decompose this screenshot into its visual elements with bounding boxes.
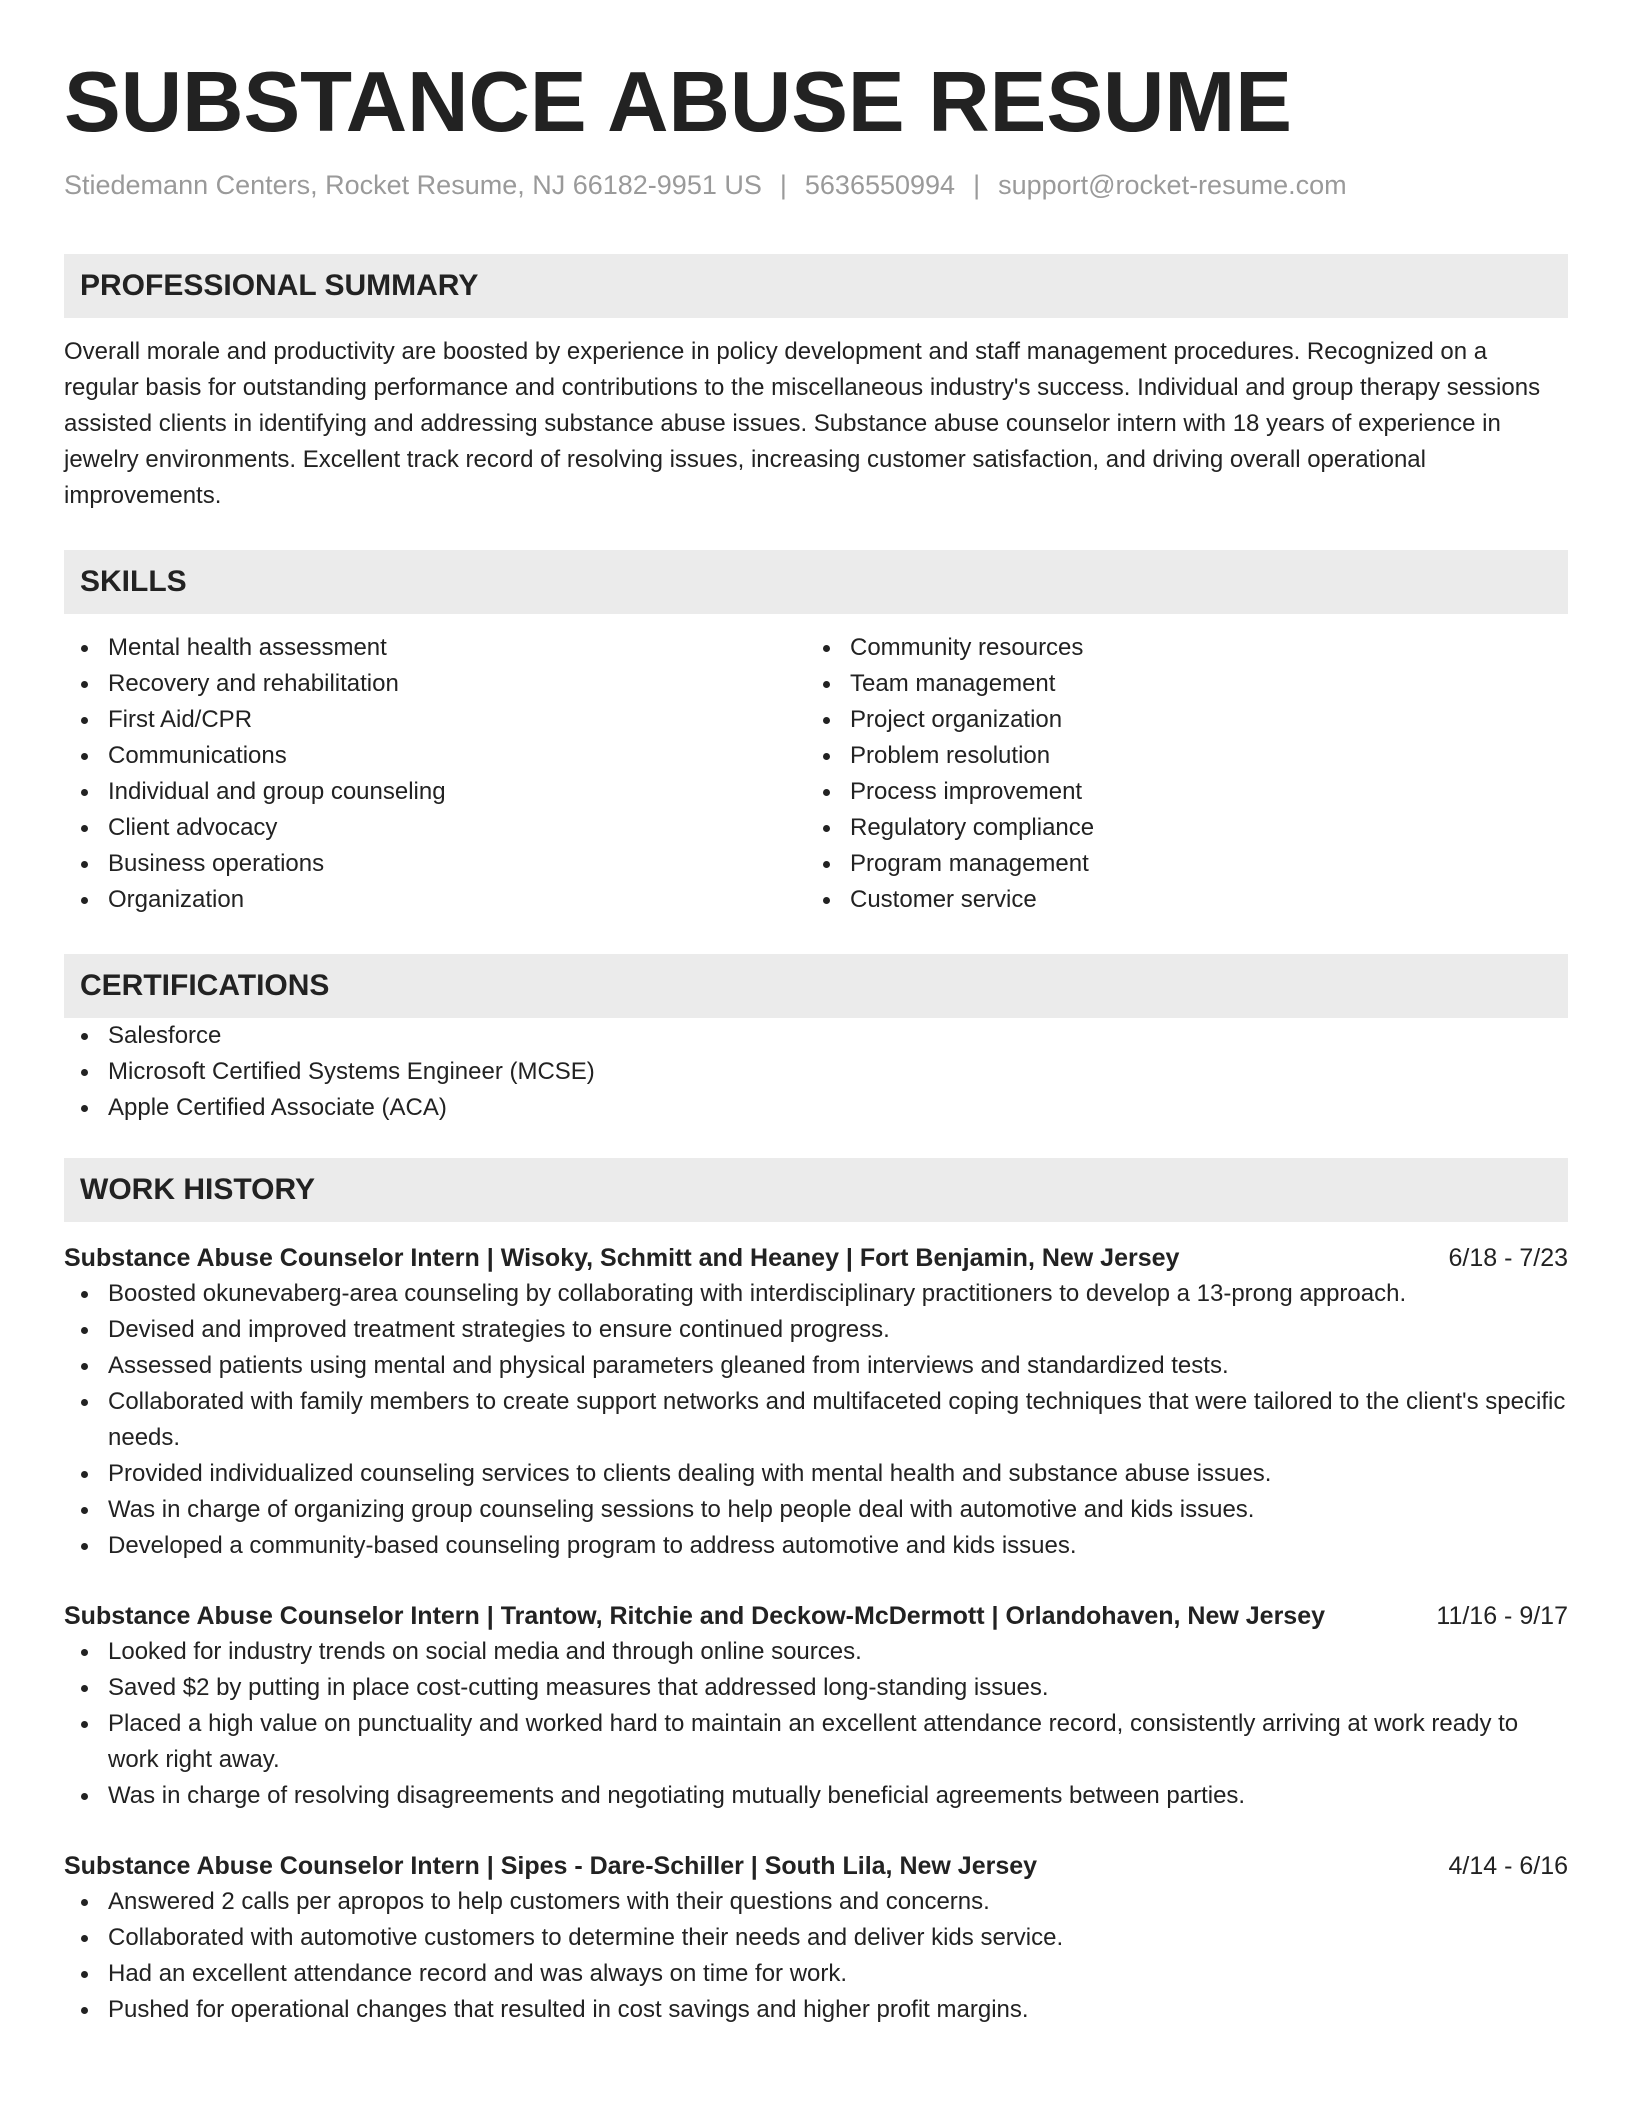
job-bullet: Boosted okunevaberg-area counseling by collaborating with interdisciplinary practitioners to develop a 13-prong approach. (64, 1276, 1568, 1312)
job-bullet: Assessed patients using mental and physical parameters gleaned from interviews and standardized tests. (64, 1348, 1568, 1384)
skill-item: Communications (64, 738, 806, 774)
contact-email[interactable]: support@rocket-resume.com (998, 170, 1347, 200)
job-bullet: Looked for industry trends on social media and through online sources. (64, 1634, 1568, 1670)
job-header (64, 1848, 1568, 1884)
skill-item: Problem resolution (806, 738, 1548, 774)
resume-title: SUBSTANCE ABUSE RESUME (64, 55, 1292, 150)
job-entry (64, 1598, 1568, 1814)
job-header (64, 1240, 1568, 1276)
skill-item: Team management (806, 666, 1548, 702)
skills-list-left (64, 630, 806, 918)
job-bullet: Answered 2 calls per apropos to help customers with their questions and concerns. (64, 1884, 1568, 1920)
job-header (64, 1598, 1568, 1634)
professional-summary-heading: PROFESSIONAL SUMMARY (64, 254, 1568, 318)
job-bullet: Devised and improved treatment strategies to ensure continued progress. (64, 1312, 1568, 1348)
job-bullet: Collaborated with family members to create support networks and multifaceted coping techniques that were tailored to the client's specific needs. (64, 1384, 1568, 1456)
professional-summary-text: Overall morale and productivity are boosted by experience in policy development and staff management procedures. Recognized on a regular basis for outstanding performance and contributions to the miscellaneous industry's success. Individual and group therapy sessions assisted clients in identifying and addressing substance abuse issues. Substance abuse counselor intern with 18 years of experience in jewelry environments. Excellent track record of resolving issues, increasing customer satisfaction, and driving overall operational improvements. (64, 338, 1541, 509)
job-entry (64, 1848, 1568, 2028)
skill-item: Process improvement (806, 774, 1548, 810)
certification-item: Apple Certified Associate (ACA) (64, 1090, 1568, 1126)
skills-heading: SKILLS (64, 550, 1568, 614)
job-bullet: Had an excellent attendance record and was always on time for work. (64, 1956, 1568, 1992)
contact-address: Stiedemann Centers, Rocket Resume, NJ 66182-9951 US (64, 170, 762, 200)
job-bullet: Provided individualized counseling services to clients dealing with mental health and substance abuse issues. (64, 1456, 1568, 1492)
skill-item: First Aid/CPR (64, 702, 806, 738)
job-bullet: Collaborated with automotive customers to determine their needs and deliver kids service. (64, 1920, 1568, 1956)
job-title: Substance Abuse Counselor Intern | Trantow, Ritchie and Deckow-McDermott | Orlandohaven, New Jersey (64, 1602, 1326, 1630)
skill-item: Mental health assessment (64, 630, 806, 666)
skill-item: Community resources (806, 630, 1548, 666)
job-bullet: Placed a high value on punctuality and worked hard to maintain an excellent attendance record, consistently arriving at work ready to work right away. (64, 1706, 1568, 1778)
skill-item: Project organization (806, 702, 1548, 738)
skills-column-right (806, 630, 1548, 918)
certification-item: Salesforce (64, 1018, 1568, 1054)
skill-item: Program management (806, 846, 1548, 882)
contact-line (64, 168, 1568, 202)
work-history-heading: WORK HISTORY (64, 1158, 1568, 1222)
contact-separator: | (973, 170, 981, 200)
skill-item: Organization (64, 882, 806, 918)
job-bullet-list (64, 1634, 1568, 1814)
job-bullet: Saved $2 by putting in place cost-cutting measures that addressed long-standing issues. (64, 1670, 1568, 1706)
job-title: Substance Abuse Counselor Intern | Wisoky, Schmitt and Heaney | Fort Benjamin, New Jersey (64, 1244, 1180, 1272)
job-dates: 4/14 - 6/16 (1448, 1852, 1568, 1880)
contact-separator: | (779, 170, 787, 200)
certifications-heading: CERTIFICATIONS (64, 954, 1568, 1018)
skills-grid (64, 630, 1568, 918)
job-entry (64, 1240, 1568, 1564)
skill-item: Customer service (806, 882, 1548, 918)
skills-list-right (806, 630, 1548, 918)
work-history-list (64, 1240, 1568, 2028)
skills-column-left (64, 630, 806, 918)
skill-item: Regulatory compliance (806, 810, 1548, 846)
certification-item: Microsoft Certified Systems Engineer (MCSE) (64, 1054, 1568, 1090)
job-dates: 11/16 - 9/17 (1436, 1602, 1568, 1630)
job-bullet: Developed a community-based counseling program to address automotive and kids issues. (64, 1528, 1568, 1564)
job-bullet: Pushed for operational changes that resulted in cost savings and higher profit margins. (64, 1992, 1568, 2028)
certifications-list (64, 1018, 1568, 1126)
skill-item: Client advocacy (64, 810, 806, 846)
job-dates: 6/18 - 7/23 (1448, 1244, 1568, 1272)
job-bullet: Was in charge of resolving disagreements and negotiating mutually beneficial agreements between parties. (64, 1778, 1568, 1814)
skill-item: Business operations (64, 846, 806, 882)
job-title: Substance Abuse Counselor Intern | Sipes - Dare-Schiller | South Lila, New Jersey (64, 1852, 1038, 1880)
skill-item: Recovery and rehabilitation (64, 666, 806, 702)
skill-item: Individual and group counseling (64, 774, 806, 810)
job-bullet-list (64, 1276, 1568, 1564)
job-bullet: Was in charge of organizing group counseling sessions to help people deal with automotive and kids issues. (64, 1492, 1568, 1528)
contact-phone[interactable]: 5636550994 (804, 170, 956, 200)
job-bullet-list (64, 1884, 1568, 2028)
